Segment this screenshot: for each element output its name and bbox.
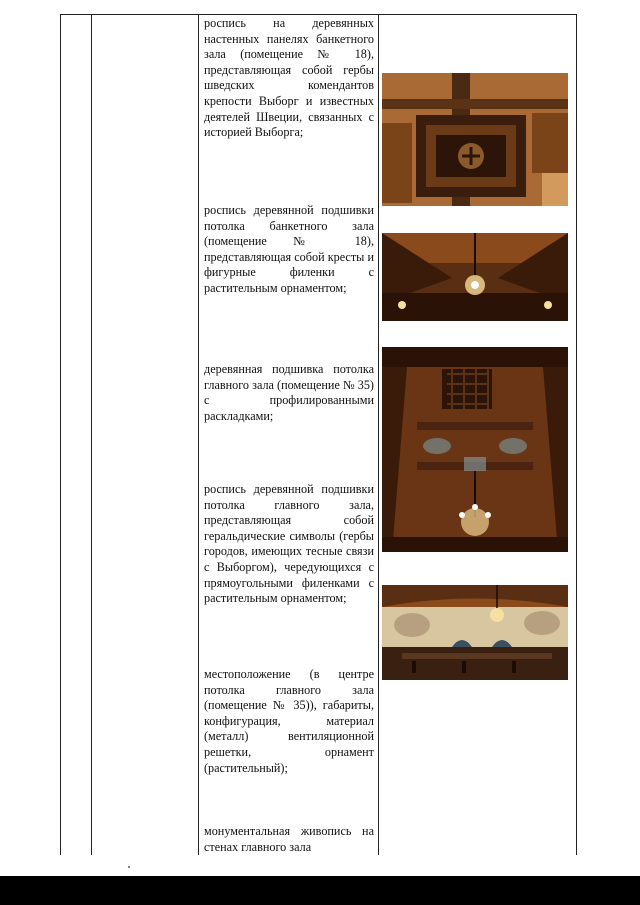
ceiling-coffer-photo — [382, 73, 568, 206]
scan-bottom-band — [0, 876, 640, 905]
paragraph-monumental-painting: монументальная живопись на стенах главного зала — [204, 824, 374, 854]
table-border-top — [60, 14, 577, 15]
table-border-left — [60, 14, 61, 855]
scan-speck — [128, 866, 130, 868]
main-hall-interior-photo — [382, 585, 568, 680]
table-divider-3 — [378, 14, 379, 855]
table-divider-2 — [198, 14, 199, 855]
main-hall-ceiling-chandelier-photo — [382, 347, 568, 552]
paragraph-banquet-ceiling: роспись деревянной подшивки потолка банкетного зала (помещение № 18), представляющая собой кресты и фигурные филенки с растительным орнаментом; — [204, 203, 374, 295]
table-border-right — [576, 14, 577, 855]
paragraph-main-hall-ceiling: деревянная подшивка потолка главного зала (помещение № 35) с профилированными раскладками; — [204, 362, 374, 423]
banquet-ceiling-chandelier-photo — [382, 233, 568, 321]
table-divider-1 — [91, 14, 92, 855]
paragraph-ventilation-grille: местоположение (в центре потолка главного зала (помещение № 35)), габариты, конфигурация, материал (металл) вентиляционной решетки, орнамент (растительный); — [204, 667, 374, 775]
paragraph-wall-panels: роспись на деревянных настенных панелях банкетного зала (помещение № 18), представляющая собой гербы шведских комендантов крепости Выборг и известных деятелей Швеции, связанных с историей Выборга; — [204, 16, 374, 140]
paragraph-heraldic-painting: роспись деревянной подшивки потолка главного зала, представляющая собой геральдические символы (гербы городов, имеющих тесные связи с Выборгом), чередующихся с прямоугольными филенками с растительным орнаментом; — [204, 482, 374, 606]
